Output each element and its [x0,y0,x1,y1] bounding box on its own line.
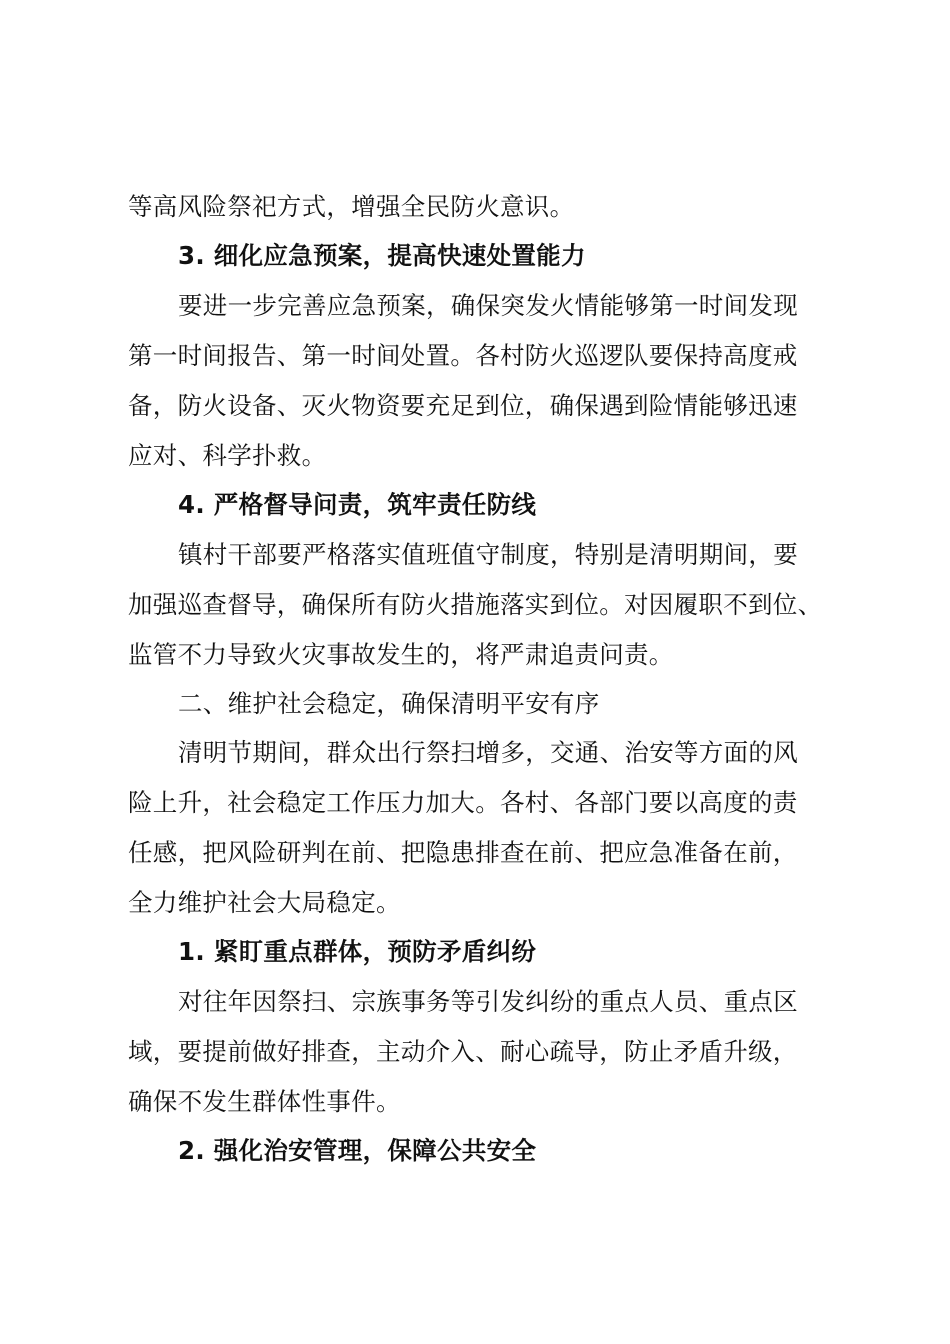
paragraph-line: 备，防火设备、灭火物资要充足到位，确保遇到险情能够迅速 [128,391,798,420]
paragraph-line: 对往年因祭扫、宗族事务等引发纠纷的重点人员、重点区 [178,987,798,1016]
paragraph-line: 监管不力导致火灾事故发生的，将严肃追责问责。 [128,640,674,669]
paragraph-line: 域，要提前做好排查，主动介入、耐心疏导，防止矛盾升级， [128,1037,798,1066]
paragraph-line: 任感，把风险研判在前、把隐患排查在前、把应急准备在前， [128,838,798,867]
section-heading-2: 二、维护社会稳定，确保清明平安有序 [178,689,600,718]
paragraph-line: 加强巡查督导，确保所有防火措施落实到位。对因履职不到位、 [128,590,823,619]
paragraph-line: 清明节期间，群众出行祭扫增多，交通、治安等方面的风 [178,738,798,767]
paragraph-line: 应对、科学扑救。 [128,441,327,470]
subheading-1: 1. 紧盯重点群体，预防矛盾纠纷 [178,937,537,966]
subheading-2: 2. 强化治安管理，保障公共安全 [178,1136,537,1165]
paragraph-line: 镇村干部要严格落实值班值守制度，特别是清明期间，要 [178,540,798,569]
paragraph-line: 要进一步完善应急预案，确保突发火情能够第一时间发现 [178,291,798,320]
subheading-4: 4. 严格督导问责，筑牢责任防线 [178,490,537,519]
paragraph-line: 险上升，社会稳定工作压力加大。各村、各部门要以高度的责 [128,788,798,817]
subheading-3: 3. 细化应急预案，提高快速处置能力 [178,241,586,270]
paragraph-line: 确保不发生群体性事件。 [128,1087,401,1116]
paragraph-line: 等高风险祭祀方式，增强全民防火意识。 [128,192,575,221]
paragraph-line: 全力维护社会大局稳定。 [128,888,401,917]
paragraph-line: 第一时间报告、第一时间处置。各村防火巡逻队要保持高度戒 [128,341,798,370]
